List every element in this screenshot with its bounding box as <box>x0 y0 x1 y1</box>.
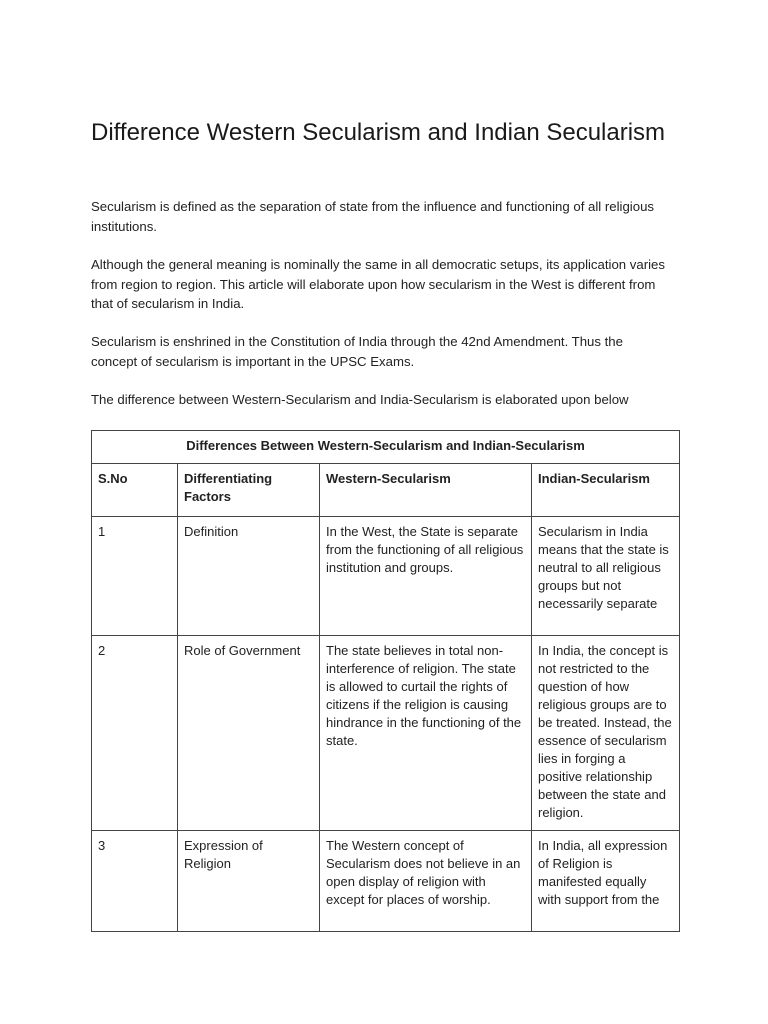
cell-western: In the West, the State is separate from the functioning of all religious institution and groups. <box>320 517 532 636</box>
cell-sno: 1 <box>92 517 178 636</box>
column-header-factors: Differentiating Factors <box>178 464 320 517</box>
article-title: Difference Western Secularism and Indian Secularism <box>91 119 666 146</box>
table-row <box>92 636 680 831</box>
column-header-sno: S.No <box>92 464 178 517</box>
cell-factor: Definition <box>178 517 320 636</box>
cell-western: The state believes in total non-interference of religion. The state is allowed to curtail the rights of citizens if the religion is causing hindrance in the functioning of the state. <box>320 636 532 831</box>
constitution-paragraph: Secularism is enshrined in the Constitution of India through the 42nd Amendment. Thus the concept of secularism is important in the UPSC Exams. <box>91 334 623 369</box>
cell-indian: Secularism in India means that the state is neutral to all religious groups but not necessarily separate <box>532 517 680 636</box>
table-row <box>92 831 680 932</box>
cell-sno: 3 <box>92 831 178 932</box>
lead-in-paragraph: The difference between Western-Secularism and India-Secularism is elaborated upon below <box>91 392 629 407</box>
table-row <box>92 517 680 636</box>
table-header-row <box>92 464 680 517</box>
intro-paragraph: Secularism is defined as the separation of state from the influence and functioning of all religious institutions. <box>91 199 654 234</box>
cell-western: The Western concept of Secularism does not believe in an open display of religion with except for places of worship. <box>320 831 532 932</box>
cell-factor: Expression of Religion <box>178 831 320 932</box>
column-header-western: Western-Secularism <box>320 464 532 517</box>
cell-factor: Role of Government <box>178 636 320 831</box>
cell-sno: 2 <box>92 636 178 831</box>
table-caption-row <box>92 431 680 464</box>
cell-indian: In India, all expression of Religion is manifested equally with support from the <box>532 831 680 932</box>
meaning-paragraph: Although the general meaning is nominally the same in all democratic setups, its application varies from region to region. This article will elaborate upon how secularism in the West is different from that of secularism in India. <box>91 257 665 311</box>
differences-table <box>91 430 680 932</box>
cell-indian: In India, the concept is not restricted to the question of how religious groups are to be treated. Instead, the essence of secularism lies in forging a positive relationship between the state and religion. <box>532 636 680 831</box>
table-caption: Differences Between Western-Secularism and Indian-Secularism <box>92 431 680 464</box>
column-header-indian: Indian-Secularism <box>532 464 680 517</box>
